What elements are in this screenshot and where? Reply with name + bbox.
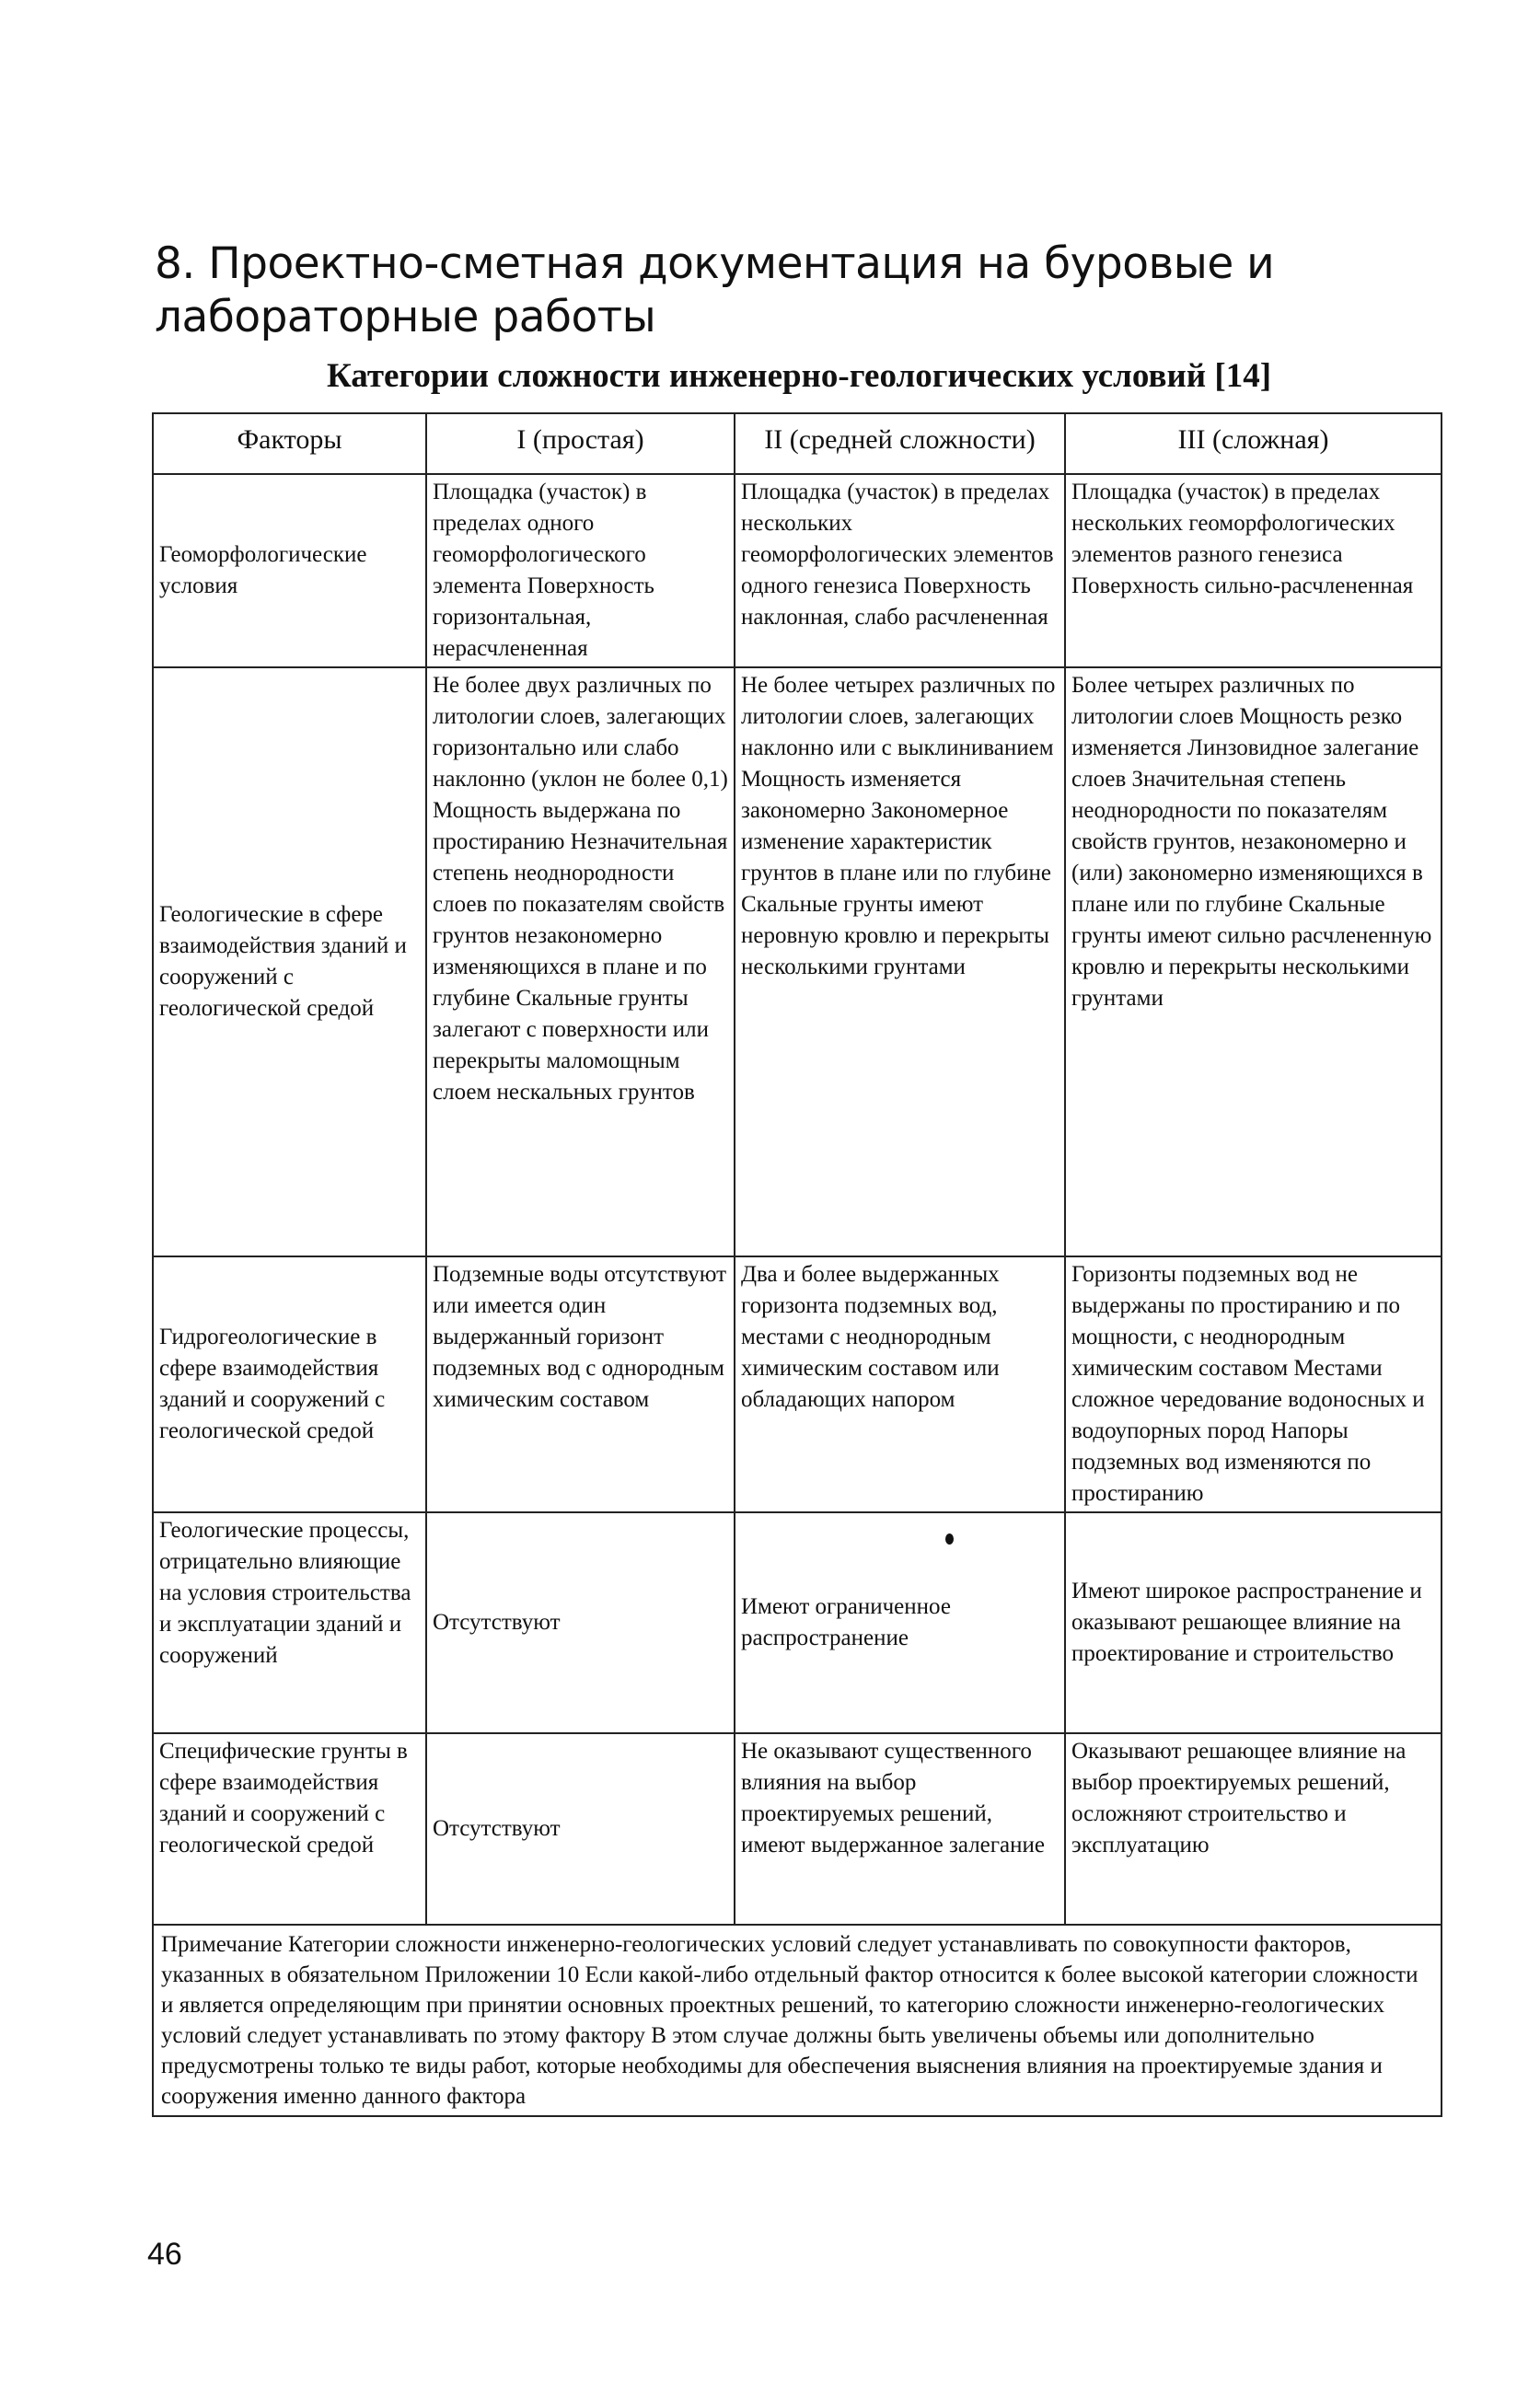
column-header-medium: II (средней сложности) [735, 413, 1065, 474]
simple-category-cell: Площадка (участок) в пределах одного геоморфологического элемента Поверхность горизонтальная, нерасчлененная [426, 474, 735, 667]
table-row [153, 1256, 1442, 1512]
factor-cell: Геологические процессы, отрицательно влияющие на условия строительства и эксплуатации зданий и сооружений [153, 1512, 426, 1733]
table-header-row [153, 413, 1442, 474]
table-row [153, 1512, 1442, 1733]
table-title: Категории сложности инженерно-геологических условий [14] [326, 357, 1272, 395]
simple-category-cell: Отсутствуют [426, 1733, 735, 1925]
table-row [153, 667, 1442, 1256]
column-header-factors: Факторы [153, 413, 426, 474]
complex-category-cell: Площадка (участок) в пределах нескольких геоморфологических элементов разного генезиса Поверхность сильно-расчлененная [1065, 474, 1442, 667]
complex-category-cell: Оказывают решающее влияние на выбор проектируемых решений, осложняют строительство и эксплуатацию [1065, 1733, 1442, 1925]
section-heading: 8. Проектно-сметная документация на буровые и лабораторные работы [155, 238, 1275, 342]
factor-cell: Специфические грунты в сфере взаимодействия зданий и сооружений с геологической средой [153, 1733, 426, 1925]
simple-category-cell: Подземные воды отсутствуют или имеется один выдержанный горизонт подземных вод с однородным химическим составом [426, 1256, 735, 1512]
medium-category-cell: Два и более выдержанных горизонта подземных вод, местами с неоднородным химическим составом или обладающих напором [735, 1256, 1065, 1512]
complex-category-cell: Более четырех различных по литологии слоев Мощность резко изменяется Линзовидное залегание слоев Значительная степень неоднородности по показателям свойств грунтов, незакономерно и (или) закономерно изменяющихся в плане или по глубине Скальные грунты имеют сильно расчлененную кровлю и перекрыты несколькими грунтами [1065, 667, 1442, 1256]
scan-speck [945, 1533, 954, 1545]
medium-category-cell: Имеют ограниченное распространение [735, 1512, 1065, 1733]
table-row [153, 474, 1442, 667]
medium-category-cell: Площадка (участок) в пределах нескольких геоморфологических элементов одного генезиса Поверхность наклонная, слабо расчлененная [735, 474, 1065, 667]
column-header-complex: III (сложная) [1065, 413, 1442, 474]
page-number: 46 [147, 2237, 182, 2272]
simple-category-cell: Не более двух различных по литологии слоев, залегающих горизонтально или слабо наклонно (уклон не более 0,1) Мощность выдержана по простиранию Незначительная степень неоднородности слоев по показателям свойств грунтов незакономерно изменяющихся в плане и по глубине Скальные грунты залегают с поверхности или перекрыты маломощным слоем нескальных грунтов [426, 667, 735, 1256]
factor-cell: Геоморфологические условия [153, 474, 426, 667]
column-header-simple: I (простая) [426, 413, 735, 474]
table-note: Примечание Категории сложности инженерно-геологических условий следует устанавливать по совокупности факторов, указанных в обязательном Приложении 10 Если какой-либо отдельный фактор относится к более высокой категории сложности и является определяющим при принятии основных проектных решений, то категорию сложности инженерно-геологических условий следует устанавливать по этому фактору В этом случае должны быть увеличены объемы или дополнительно предусмотрены только те виды работ, которые необходимы для обеспечения выяснения влияния на проектируемые здания и сооружения именно данного фактора [153, 1925, 1442, 2116]
complexity-categories-table [152, 412, 1442, 2117]
simple-category-cell: Отсутствуют [426, 1512, 735, 1733]
complex-category-cell: Горизонты подземных вод не выдержаны по простиранию и по мощности, с неоднородным химическим составом Местами сложное чередование водоносных и водоупорных пород Напоры подземных вод изменяются по простиранию [1065, 1256, 1442, 1512]
factor-cell: Гидрогеологические в сфере взаимодействия зданий и сооружений с геологической средой [153, 1256, 426, 1512]
medium-category-cell: Не более четырех различных по литологии слоев, залегающих наклонно или с выклиниванием Мощность изменяется закономерно Закономерное изменение характеристик грунтов в плане или по глубине Скальные грунты имеют неровную кровлю и перекрыты несколькими грунтами [735, 667, 1065, 1256]
table-row [153, 1733, 1442, 1925]
factor-cell: Геологические в сфере взаимодействия зданий и сооружений с геологической средой [153, 667, 426, 1256]
complex-category-cell: Имеют широкое распространение и оказывают решающее влияние на проектирование и строительство [1065, 1512, 1442, 1733]
medium-category-cell: Не оказывают существенного влияния на выбор проектируемых решений, имеют выдержанное залегание [735, 1733, 1065, 1925]
note-row [153, 1925, 1442, 2116]
